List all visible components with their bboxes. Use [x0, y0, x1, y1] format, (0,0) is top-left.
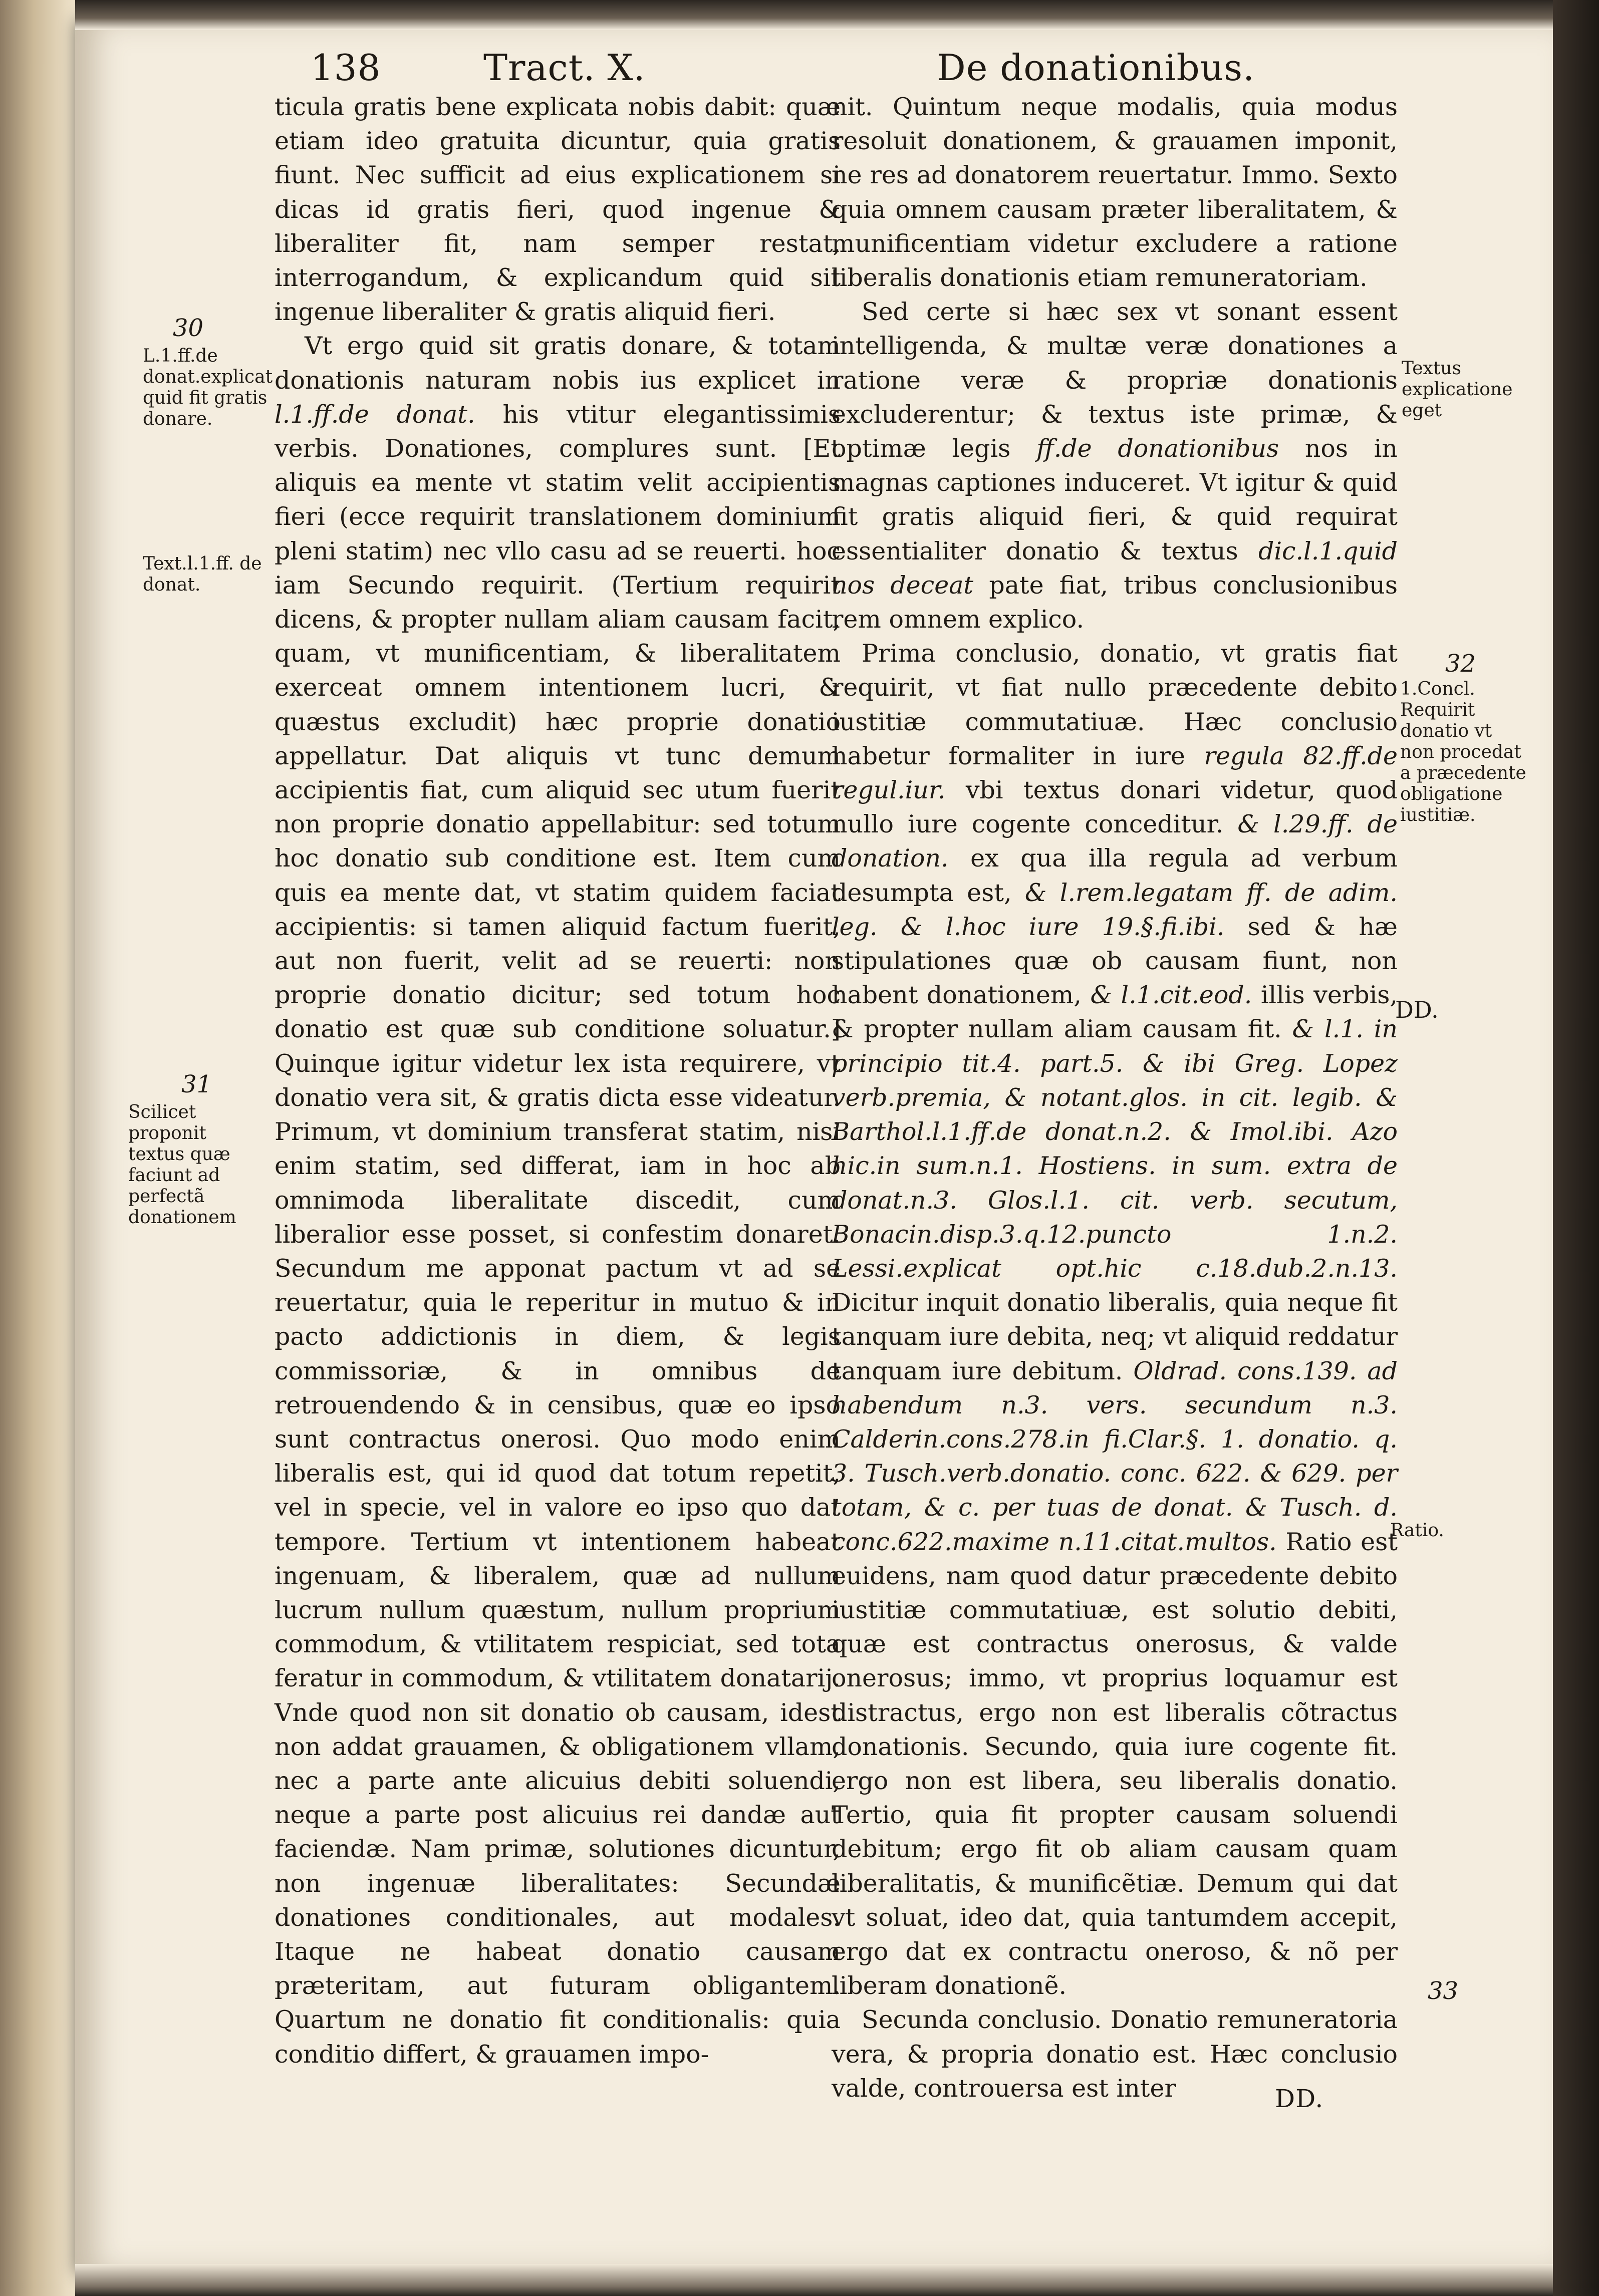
- margin-number: 31: [181, 1070, 212, 1098]
- text-column-right: [832, 90, 1398, 2109]
- paragraph: Secunda conclusio. Donatio remuneratoria vera, & propria donatio est. Hæc conclusio valde, controuersa est inter: [832, 2005, 1398, 2103]
- text-column-left: [275, 90, 841, 2094]
- margin-note: 1.Concl. Requirit donatio vt non procedat a præcedente obligatione iustitiæ.: [1400, 679, 1526, 825]
- margin-note: Textus explicatione eget: [1402, 358, 1513, 421]
- paragraph: Sed certe si hæc sex vt sonant essent intelligenda, & multæ veræ donationes a ratione veræ & propriæ donationis excluderentur; & textus iste primæ, & optimæ legis ff.de donationibus nos in magnas captiones induceret. Vt igitur & quid fit gratis aliquid fieri, & quid requirat essentialiter donatio & textus dic.l.1.quid nos deceat pate fiat, tribus conclusionibus rem omnem explico.: [832, 298, 1398, 634]
- page-number: 138: [311, 47, 381, 89]
- margin-note: L.1.ff.de donat.explicat quid fit gratis donare.: [143, 346, 273, 429]
- margin-number: 33: [1428, 1977, 1459, 2005]
- paragraph: Prima conclusio, donatio, vt gratis fiat requirit, vt fiat nullo præcedente debito iustitiæ commutatiuæ. Hæc conclusio habetur formaliter in iure regula 82.ff.de regul.iur. vbi textus donari videtur, quod nullo iure cogente conceditur. & l.29.ff. de donation. ex qua illa regula ad verbum desumpta est, & l.rem.legatam ff. de adim. leg. & l.hoc iure 19.§.fi.ibi. sed & hæ stipulationes quæ ob causam fiunt, non habent donationem, & l.1.cit.eod. illis verbis, & propter nullam aliam causam fit. & l.1. in principio tit.4. part.5. & ibi Greg. Lopez verb.premia, & notant.glos. in cit. legib. & Barthol.l.1.ff.de donat.n.2. & Imol.ibi. Azo hic.in sum.n.1. Hostiens. in sum. extra de donat.n.3. Glos.l.1. cit. verb. secutum, Bonacin.disp.3.q.12.puncto 1.n.2. Lessi.explicat opt.hic c.18.dub.2.n.13. Dicitur inquit donatio liberalis, quia neque fit tanquam iure debita, neq; vt aliquid reddatur tanquam iure debitum. Oldrad. cons.139. ad habendum n.3. vers. secundum n.3. Calderin.cons.278.in fi.Clar.§. 1. donatio. q. 3. Tusch.verb.donatio. conc. 622. & 629. per totam, & c. per tuas de donat. & Tusch. d. conc.622.maxime n.11.citat.multos. Ratio est euidens, nam quod datur præcedente debito iustitiæ commutatiuæ, est solutio debiti, quæ est contractus onerosus, & valde onerosus; immo, vt proprius loquamur est distractus, ergo non est liberalis cõtractus donationis. Secundo, quia iure cogente fit. ergo non est libera, seu liberalis donatio. Tertio, quia fit propter causam soluendi debitum; ergo fit ob aliam causam quam liberalitatis, & munificẽtiæ. Demum qui dat vt soluat, ideo dat, quia tantumdem accepit, ergo dat ex contractu oneroso, & nõ per liberam donationẽ.: [832, 639, 1398, 2000]
- margin-note: Ratio.: [1390, 1520, 1444, 1541]
- page-top-edge: [75, 0, 1553, 30]
- margin-note: Scilicet proponit textus quæ faciunt ad perfectã donationem: [128, 1102, 236, 1228]
- margin-number: 30: [173, 314, 204, 342]
- catchword: DD.: [1275, 2084, 1324, 2113]
- paragraph: nit. Quintum neque modalis, quia modus resoluit donationem, & grauamen imponit, ne res ad donatorem reuertatur. Immo. Sexto quia omnem causam præter liberalitatem, & munificentiam videtur excludere a ratione liberalis donationis etiam remuneratoriam.: [832, 93, 1398, 293]
- page-bottom-edge: [75, 2264, 1553, 2296]
- running-head-left: Tract. X.: [483, 47, 646, 89]
- background-right: [1553, 0, 1599, 2296]
- running-head-right: De donationibus.: [937, 47, 1255, 89]
- margin-note: DD.: [1395, 996, 1439, 1023]
- paragraph: Vt ergo quid sit gratis donare, & totam donationis naturam nobis ius explicet in l.1.ff.de donat. his vtitur elegantissimis verbis. Donationes, complures sunt. [Et aliquis ea mente vt statim velit accipientis fieri (ecce requirit translationem dominium pleni statim) nec vllo casu ad se reuerti. hoc iam Secundo requirit. (Tertium requirit dicens, & propter nullam aliam causam facit, quam, vt munificentiam, & liberalitatem exerceat omnem intentionem lucri, & quæstus excludit) hæc proprie donatio appellatur. Dat aliquis vt tunc demum accipientis fiat, cum aliquid sec utum fuerit non proprie donatio appellabitur: sed totum hoc donatio sub conditione est. Item cum quis ea mente dat, vt statim quidem faciat accipientis: si tamen aliquid factum fuerit, aut non fuerit, velit ad se reuerti: non proprie donatio dicitur; sed totum hoc donatio est quæ sub conditione soluatur.] Quinque igitur videtur lex ista requirere, vt donatio vera sit, & gratis dicta esse videatur. Primum, vt dominium transferat statim, nisi enim statim, sed differat, iam in hoc ab omnimoda liberalitate discedit, cum liberalior esse posset, si confestim donaret. Secundum me apponat pactum vt ad se reuertatur, quia le reperitur in mutuo & in pacto addictionis in diem, & legis commissoriæ, & in omnibus de retrouendendo & in censibus, quæ eo ipso sunt contractus onerosi. Quo modo enim liberalis est, qui id quod dat totum repetit, vel in specie, vel in valore eo ipso quo dat tempore. Tertium vt intentionem habeat ingenuam, & liberalem, quæ ad nullum lucrum nullum quæstum, nullum proprium commodum, & vtilitatem respiciat, sed tota feratur in commodum, & vtilitatem donatarij. Vnde quod non sit donatio ob causam, idest non addat grauamen, & obligationem vllam, nec a parte ante alicuius debiti soluendi, neque a parte post alicuius rei dandæ aut faciendæ. Nam primæ, solutiones dicuntur, non ingenuæ liberalitates: Secundæ donationes conditionales, aut modales. Itaque ne habeat donatio causam præteritam, aut futuram obligantem. Quartum ne donatio fit conditionalis: quia conditio differt, & grauamen impo-: [275, 332, 841, 2069]
- paragraph: ticula gratis bene explicata nobis dabit: quæ etiam ideo gratuita dicuntur, quia gratis fiunt. Nec sufficit ad eius explicationem si dicas id gratis fieri, quod ingenue & liberaliter fit, nam semper restat, interrogandum, & explicandum quid sit ingenue liberaliter & gratis aliquid fieri.: [275, 93, 841, 327]
- margin-number: 32: [1445, 650, 1476, 678]
- margin-note: Text.l.1.ff. de donat.: [143, 553, 262, 595]
